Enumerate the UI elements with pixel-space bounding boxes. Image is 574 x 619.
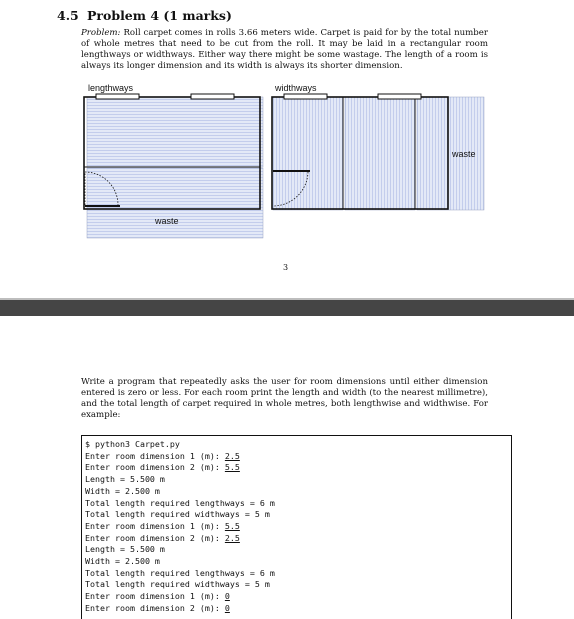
terminal-line [85, 486, 160, 498]
waste-label-left: waste [155, 216, 179, 226]
lengthways-diagram [84, 83, 263, 238]
terminal-line [85, 521, 240, 533]
terminal-user-input: 5.5 [224, 462, 240, 473]
page-gap [0, 300, 574, 316]
terminal-line [85, 579, 270, 591]
terminal-line [85, 591, 230, 603]
terminal-text: $ python3 Carpet.py [85, 439, 180, 449]
document-page-upper [0, 0, 574, 300]
terminal-text: Enter room dimension 2 (m): [85, 462, 225, 473]
terminal-text: Width = 2.500 m [85, 485, 160, 496]
terminal-example [81, 435, 512, 619]
terminal-line [85, 439, 180, 451]
widthways-diagram [272, 83, 484, 210]
terminal-user-input: 2.5 [224, 450, 240, 461]
terminal-text: Enter room dimension 1 (m): [85, 591, 225, 602]
page-number: 3 [283, 263, 289, 272]
carpet-strip-2 [87, 168, 263, 238]
window-marker-4 [378, 94, 421, 99]
terminal-line [85, 603, 230, 615]
instructions-paragraph: Write a program that repeatedly asks the user for room dimensions until either dimension entered is zero or less. For each room print the length and width (to the nearest millimetre), and the total length of carpet required in whole metres, both lengthwise and widthwise. For example: [81, 377, 488, 420]
terminal-line [85, 533, 240, 545]
terminal-text: Enter room dimension 2 (m): [85, 602, 225, 613]
window-marker-2 [191, 94, 234, 99]
terminal-text: Length = 5.500 m [85, 544, 165, 555]
widthways-label: widthways [275, 83, 317, 93]
terminal-line [85, 544, 165, 556]
window-marker-3 [284, 94, 327, 99]
terminal-line [85, 509, 270, 521]
terminal-user-input: 0 [224, 602, 230, 613]
carpet-strip-w2 [345, 97, 415, 210]
terminal-user-input: 5.5 [224, 520, 240, 531]
terminal-user-input: 2.5 [224, 532, 240, 543]
problem-lead: Problem: [81, 28, 121, 38]
section-number: 4.5 [57, 8, 79, 23]
terminal-text: Total length required lengthways = 6 m [85, 497, 275, 508]
problem-text: Roll carpet comes in rolls 3.66 meters wide. Carpet is paid for by the total number of whole metres that need to be cut from the roll. It may be laid in a rectangular room lengthways or widthways. Either way there might be some wastage. The length of a room is always its longer dimension and its width is always its shorter dimension. [81, 28, 488, 71]
carpet-strip-w1 [273, 97, 343, 210]
terminal-line [85, 451, 240, 463]
terminal-text: Width = 2.500 m [85, 556, 160, 566]
section-title: Problem 4 (1 marks) [87, 8, 232, 23]
terminal-user-input: 0 [224, 591, 230, 602]
waste-label-right: waste [452, 149, 476, 159]
terminal-text: Total length required widthways = 5 m [85, 509, 270, 520]
terminal-line [85, 556, 160, 568]
carpet-strip-1 [87, 97, 263, 167]
lengthways-label: lengthways [88, 83, 134, 93]
terminal-line [85, 568, 275, 580]
window-marker-1 [96, 94, 139, 99]
terminal-line [85, 474, 165, 486]
terminal-text: Length = 5.500 m [85, 474, 165, 485]
terminal-text: Total length required widthways = 5 m [85, 579, 270, 590]
terminal-line [85, 462, 240, 474]
terminal-line [85, 498, 275, 510]
terminal-text: Enter room dimension 2 (m): [85, 532, 225, 543]
terminal-text: Enter room dimension 1 (m): [85, 520, 225, 531]
terminal-text: Total length required lengthways = 6 m [85, 567, 275, 578]
terminal-text: Enter room dimension 1 (m): [85, 450, 225, 461]
carpet-diagram [0, 0, 574, 300]
